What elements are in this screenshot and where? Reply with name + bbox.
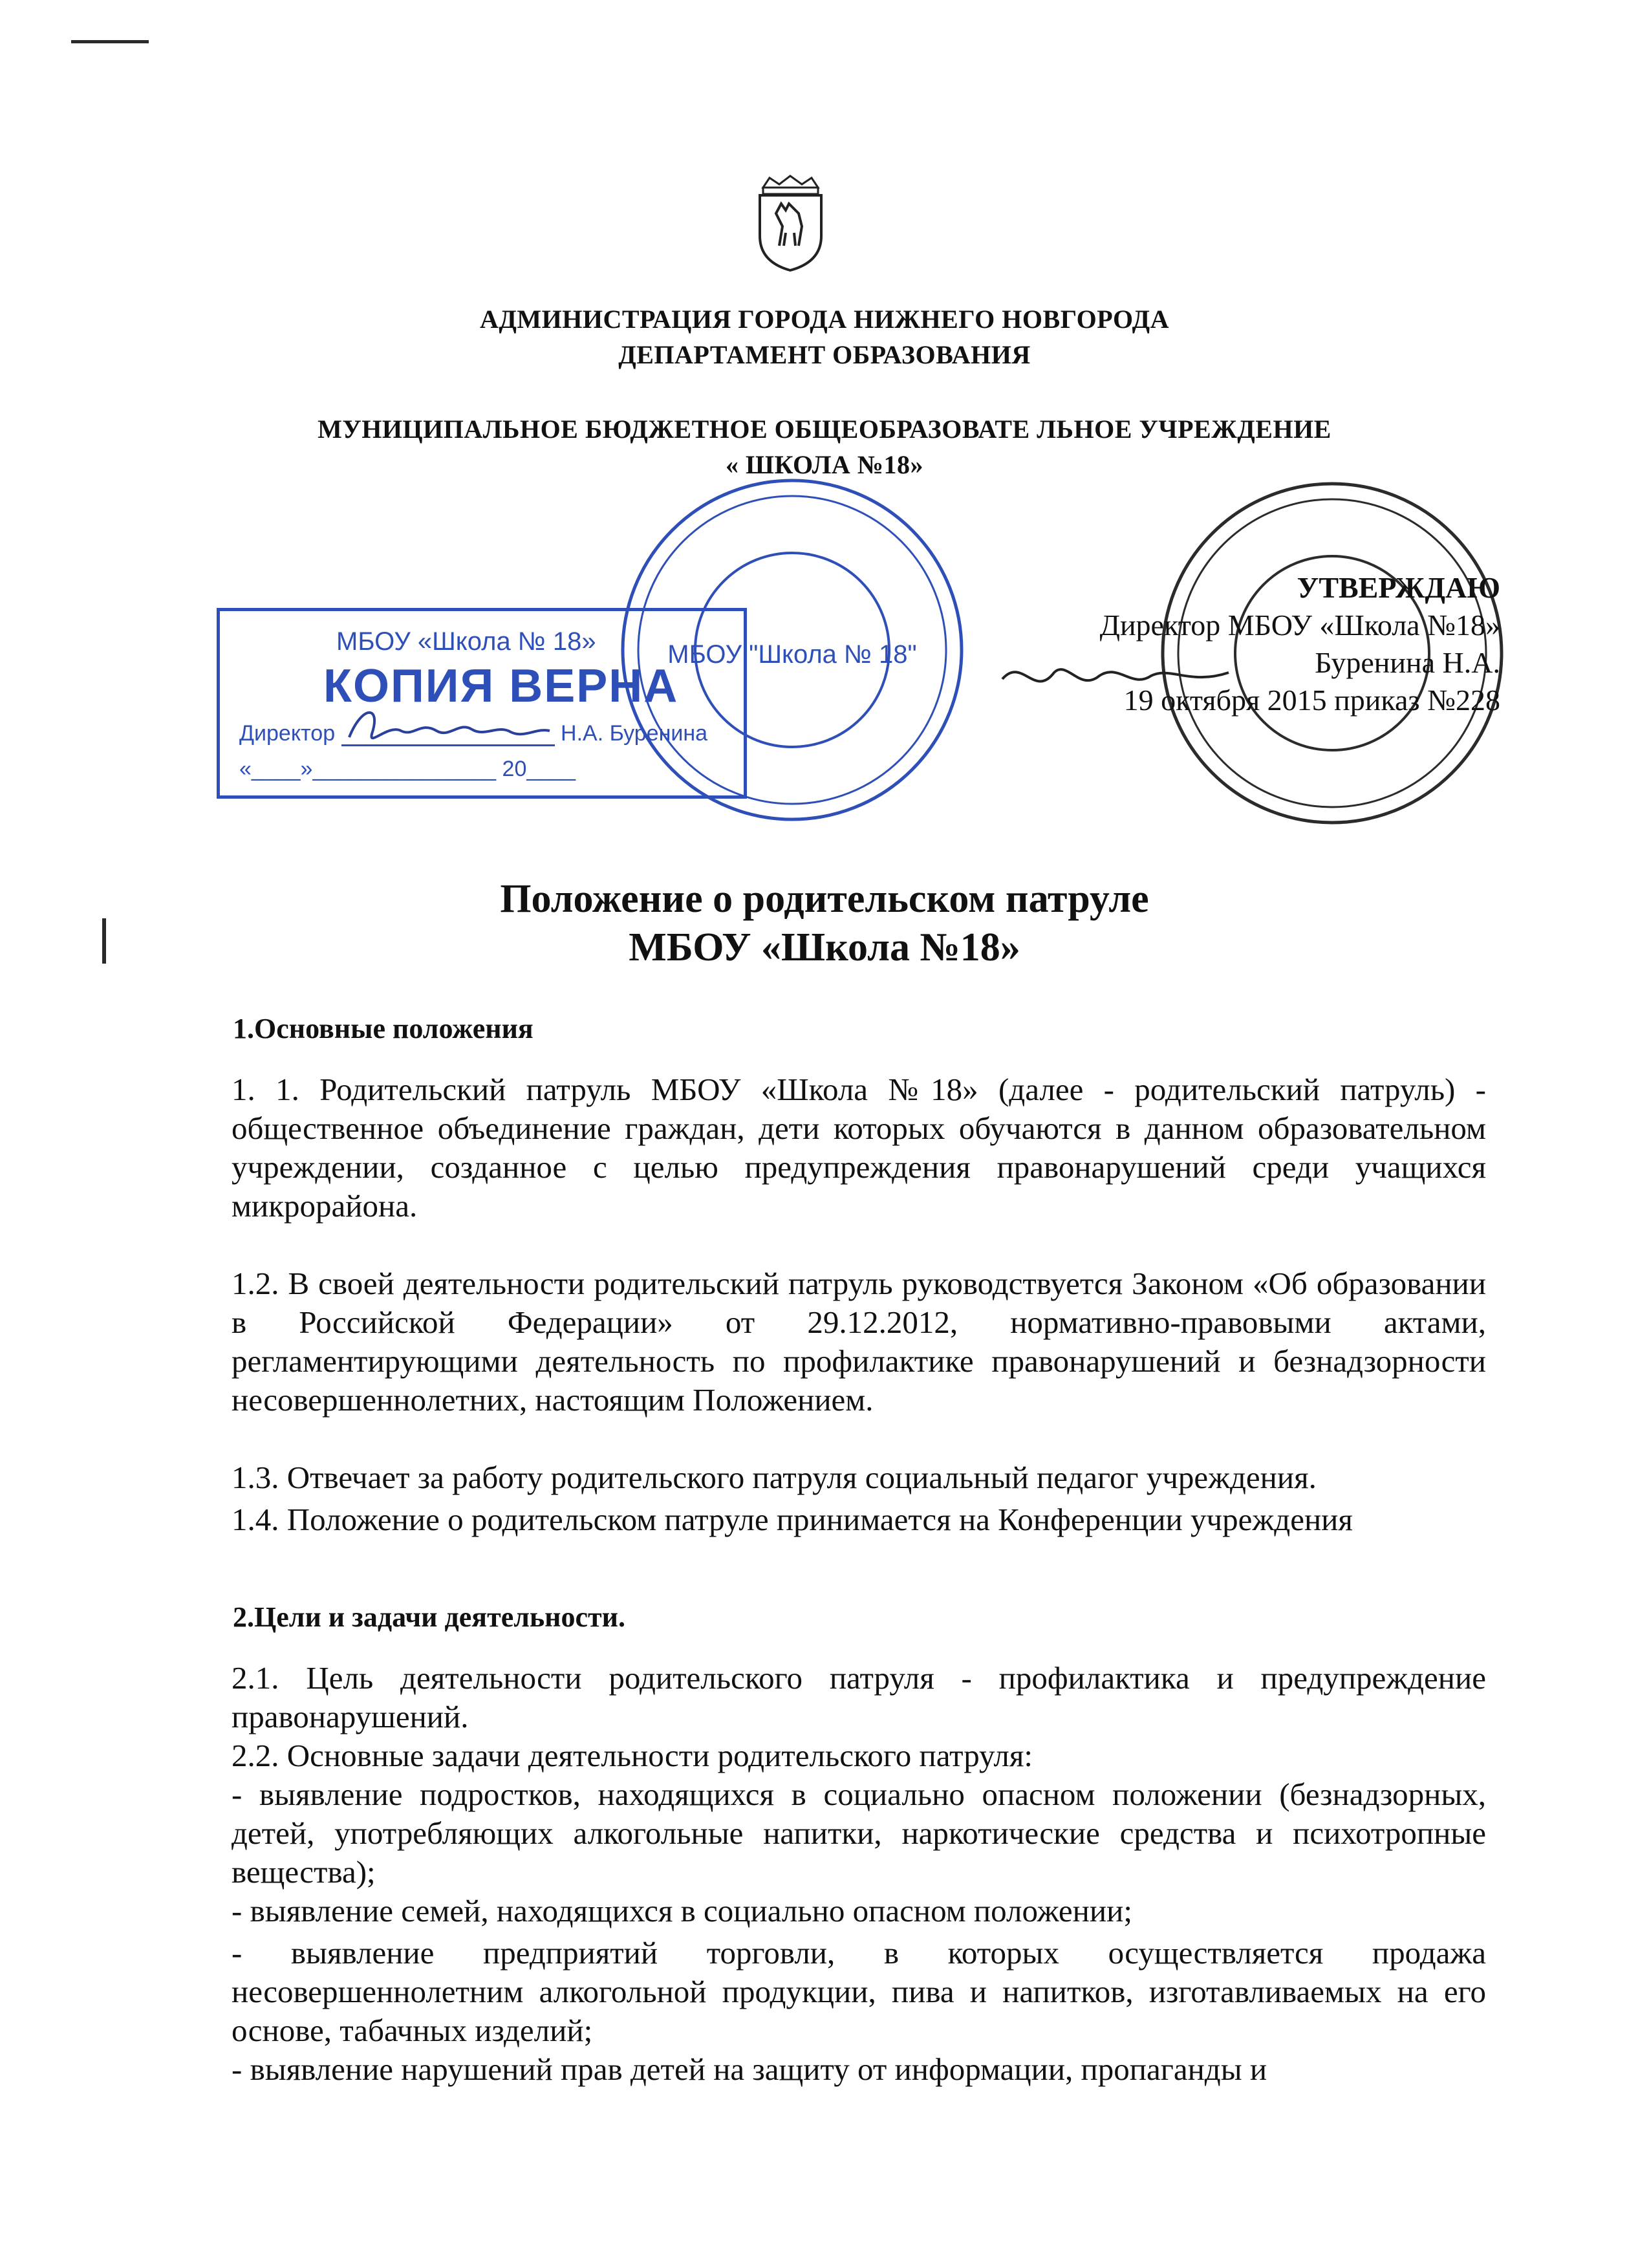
copy-certified-stamp [217, 608, 747, 799]
stamp-copy-text: КОПИЯ ВЕРНА [323, 660, 679, 712]
stamp-director-name: Н.А. Буренина [561, 721, 708, 746]
list-item: - выявление подростков, находящихся в социально опасном положении (безнадзорных, детей, употребляющих алкогольные напитки, наркотические средства и психотропные вещества); [232, 1777, 1486, 1890]
approval-order: 19 октября 2015 приказ №228 [1123, 684, 1500, 717]
approval-name: Буренина Н.А. [1315, 646, 1500, 679]
institution-heading: МУНИЦИПАЛЬНОЕ БЮДЖЕТНОЕ ОБЩЕОБРАЗОВАТЕ ЛЬНОЕ УЧРЕЖДЕНИЕ [318, 415, 1331, 444]
paragraph-1-1: 1. 1. Родительский патруль МБОУ «Школа №18» (далее - родительский патруль) - общественное объединение граждан, дети которых обучаются в данном образовательном учреждении, созданное с целью предупреждения правонарушений среди учащихся микрорайона. [232, 1072, 1486, 1224]
scan-mark [71, 40, 149, 43]
paragraph-1-3: 1.3. Отвечает за работу родительского патруля социальный педагог учреждения. [232, 1460, 1317, 1495]
paragraph-2-1: 2.1. Цель деятельности родительского патруля - профилактика и предупреждение правонарушений. [232, 1660, 1486, 1734]
seal-center-text: МБОУ "Школа № 18" [667, 640, 917, 669]
section-heading-1: 1.Основные положения [233, 1013, 534, 1044]
stamp-director-label: Директор [239, 721, 336, 746]
paragraph-1-4: 1.4. Положение о родительском патруле принимается на Конференции учреждения [232, 1502, 1353, 1537]
stamp-school-name: МБОУ «Школа № 18» [336, 627, 596, 656]
section-heading-2: 2.Цели и задачи деятельности. [233, 1601, 626, 1633]
handwritten-signature [343, 698, 556, 757]
paragraph-1-2: 1.2. В своей деятельности родительский патруль руководствуется Законом «Об образовании в Российской Федерации» от 29.12.2012, нормативно-правовыми актами, регламентирующими деятельность по профилактике правонарушений и безнадзорности несовершеннолетних, настоящим Положением. [232, 1266, 1486, 1418]
approval-position: Директор МБОУ «Школа №18» [1099, 609, 1500, 642]
admin-heading: АДМИНИСТРАЦИЯ ГОРОДА НИЖНЕГО НОВГОРОДА [479, 305, 1169, 334]
approval-title: УТВЕРЖДАЮ [1297, 571, 1500, 604]
document-title: Положение о родительском патруле [500, 877, 1149, 921]
paragraph-2-2: 2.2. Основные задачи деятельности родительского патруля: [232, 1738, 1033, 1773]
school-heading: « ШКОЛА №18» [726, 450, 923, 479]
list-item: - выявление семей, находящихся в социально опасном положении; [232, 1893, 1132, 1928]
list-item: - выявление нарушений прав детей на защиту от информации, пропаганды и [232, 2051, 1267, 2087]
list-item: - выявление предприятий торговли, в которых осуществляется продажа несовершеннолетним алкогольной продукции, пива и напитков, изготавливаемых на его основе, табачных изделий; [232, 1935, 1486, 2048]
dept-heading: ДЕПАРТАМЕНТ ОБРАЗОВАНИЯ [618, 340, 1031, 369]
stamp-date-line: «____»_______________ 20____ [239, 757, 576, 781]
city-coat-of-arms [750, 175, 831, 272]
document-subtitle: МБОУ «Школа №18» [629, 925, 1020, 969]
director-signature [996, 653, 1235, 705]
